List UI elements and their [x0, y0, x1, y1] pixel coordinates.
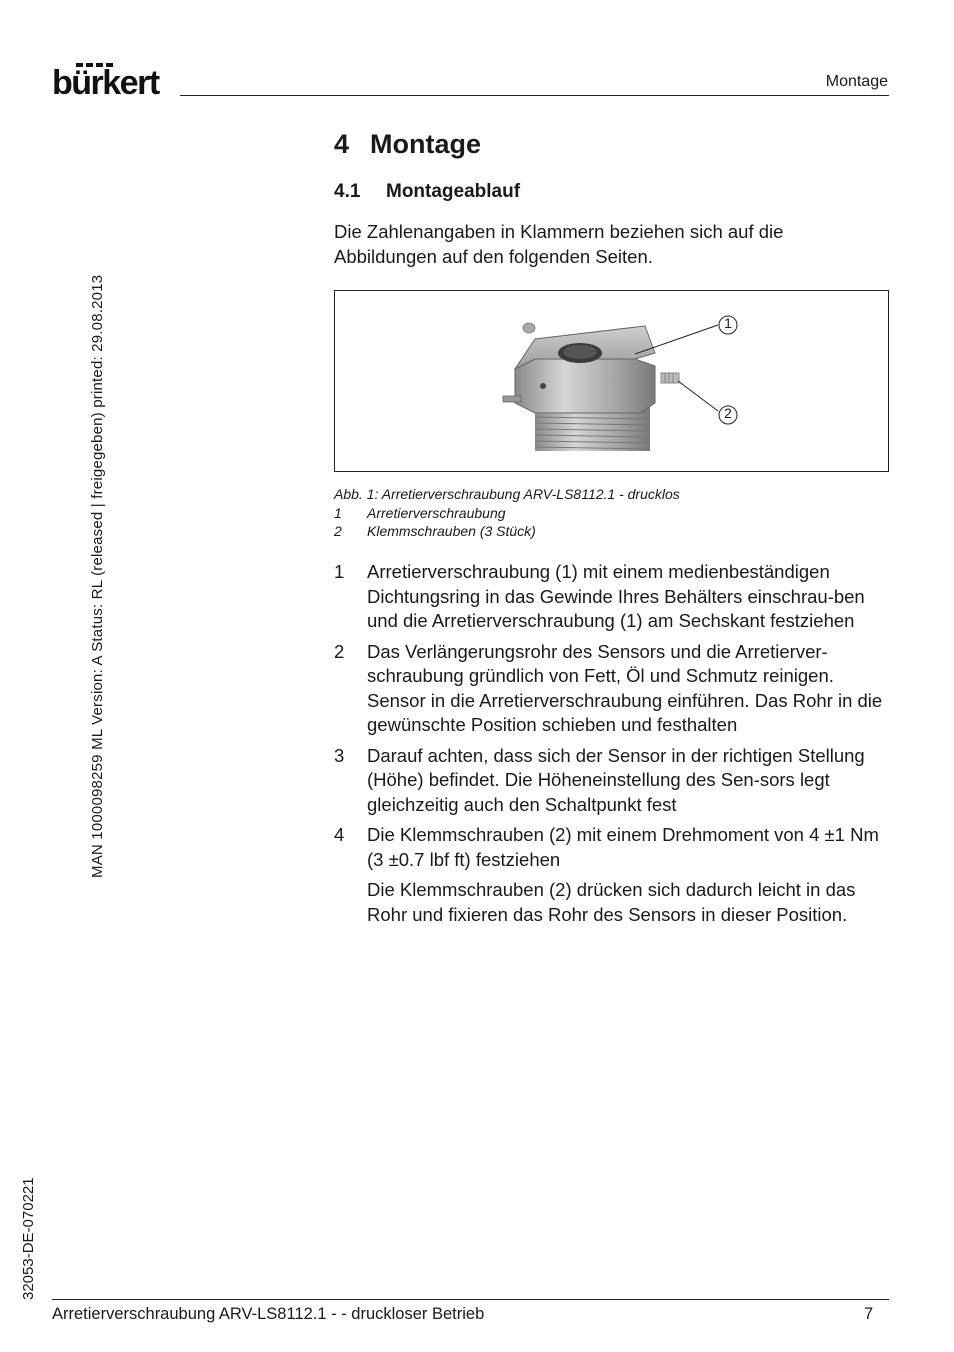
logo-text: bürkert — [52, 64, 159, 102]
legend-text: Arretierverschraubung — [367, 504, 506, 521]
document-code-vertical: 32053-DE-070221 — [20, 1177, 37, 1300]
chapter-title: Montage — [370, 129, 481, 159]
step-note: Die Klemmschrauben (2) drücken sich dadurch leicht in das Rohr und fixieren das Rohr des Sensors in dieser Position. — [367, 879, 856, 925]
section-heading — [334, 181, 520, 203]
step-item — [334, 560, 894, 634]
callout-2-label: 2 — [724, 405, 732, 421]
callout-1-label: 1 — [724, 315, 732, 331]
step-item — [334, 640, 894, 738]
screw-fitting-illustration — [335, 291, 888, 471]
step-item — [334, 744, 894, 818]
document-info-vertical: MAN 1000098259 ML Version: A Status: RL (released | freigegeben) printed: 29.08.2013 — [89, 274, 106, 878]
step-text: Arretierverschraubung (1) mit einem medienbeständigen Dichtungsring in das Gewinde Ihres Behälters einschrau-ben und die Arretierverschraubung (1) am Sechskant festziehen — [367, 561, 865, 631]
page-number: 7 — [864, 1305, 874, 1323]
legend-item — [334, 522, 680, 541]
chapter-number: 4 — [334, 129, 350, 159]
intro-paragraph: Die Zahlenangaben in Klammern beziehen sich auf die Abbildungen auf den folgenden Seiten. — [334, 221, 784, 267]
section-number: 4.1 — [334, 181, 361, 202]
header-rule — [180, 95, 889, 96]
figure-frame — [334, 290, 889, 472]
running-header: Montage — [825, 73, 888, 90]
legend-item — [334, 504, 680, 523]
footer-title: Arretierverschraubung ARV-LS8112.1 - - druckloser Betrieb — [52, 1305, 485, 1323]
section-title: Montageablauf — [386, 181, 521, 202]
legend-text: Klemmschrauben (3 Stück) — [367, 523, 536, 539]
legend-index: 2 — [334, 523, 342, 539]
brand-logo — [52, 60, 170, 100]
step-number: 2 — [334, 640, 345, 662]
figure-caption-block — [334, 485, 680, 541]
step-item — [334, 823, 894, 927]
footer-rule — [52, 1299, 889, 1300]
legend-index: 1 — [334, 504, 342, 521]
step-number: 3 — [334, 744, 345, 766]
step-number: 1 — [334, 561, 345, 582]
step-text: Darauf achten, dass sich der Sensor in der richtigen Stellung (Höhe) befindet. Die Höheneinstellung des Sen-sors legt gleichzeitig auch den Schaltpunkt fest — [367, 744, 865, 815]
figure-caption: Abb. 1: Arretierverschraubung ARV-LS8112.1 - drucklos — [334, 486, 680, 502]
step-text: Das Verlängerungsrohr des Sensors und die Arretierver-schraubung gründlich von Fett, Öl und Schmutz reinigen. Sensor in die Arretierverschraubung einführen. Das Rohr in die gewünschte Position schieben und festhalten — [367, 640, 883, 735]
procedure-steps — [334, 560, 894, 933]
chapter-heading — [334, 129, 481, 160]
step-text: Die Klemmschrauben (2) mit einem Drehmoment von 4 ±1 Nm (3 ±0.7 lbf ft) festziehen — [367, 824, 879, 870]
step-number: 4 — [334, 824, 345, 845]
